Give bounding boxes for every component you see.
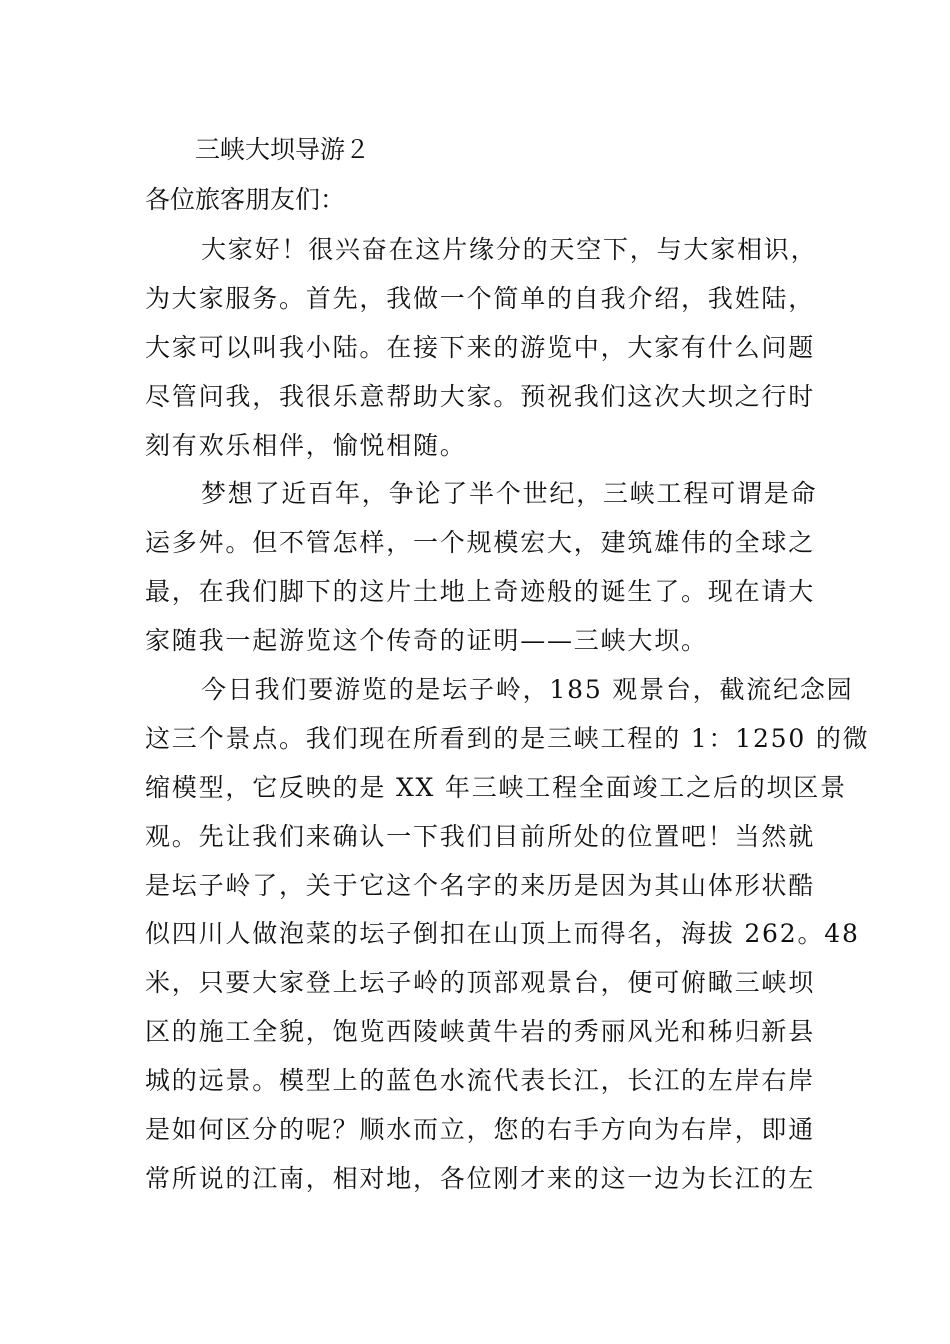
text-line: 最，在我们脚下的这片土地上奇迹般的诞生了。现在请大	[145, 577, 816, 607]
text-line: 家随我一起游览这个传奇的证明——三峡大坝。	[145, 626, 708, 656]
text-line: 这三个景点。我们现在所看到的是三峡工程的 1：1250 的微	[145, 723, 870, 753]
text-line: 区的施工全貌，饱览西陵峡黄牛岩的秀丽风光和秭归新县	[145, 1017, 816, 1047]
text-line: 常所说的江南，相对地，各位刚才来的这一边为长江的左	[145, 1163, 816, 1193]
text-line: 大家可以叫我小陆。在接下来的游览中，大家有什么问题	[145, 332, 816, 362]
text-line: 为大家服务。首先，我做一个简单的自我介绍，我姓陆，	[145, 283, 816, 313]
text-line: 是如何区分的呢？顺水而立，您的右手方向为右岸，即通	[145, 1115, 816, 1145]
text-line: 城的远景。模型上的蓝色水流代表长江，长江的左岸右岸	[145, 1066, 816, 1096]
text-line: 缩模型，它反映的是 XX 年三峡工程全面竣工之后的坝区景	[145, 772, 847, 802]
text-line: 大家好！很兴奋在这片缘分的天空下，与大家相识，	[201, 235, 818, 264]
document-title: 三峡大坝导游２	[195, 135, 371, 164]
text-line: 是坛子岭了，关于它这个名字的来历是因为其山体形状酷	[145, 870, 816, 900]
text-line: 尽管问我，我很乐意帮助大家。预祝我们这次大坝之行时	[145, 381, 816, 411]
document-body	[145, 230, 870, 1208]
paragraph-history	[145, 474, 818, 670]
paragraph-greeting	[145, 230, 818, 474]
text-line: 运多舛。但不管怎样，一个规模宏大，建筑雄伟的全球之	[145, 528, 816, 558]
salutation: 各位旅客朋友们：	[145, 185, 346, 214]
text-line: 刻有欢乐相伴，愉悦相随。	[145, 430, 467, 460]
text-line: 似四川人做泡菜的坛子倒扣在山顶上而得名，海拔 262。48	[145, 919, 860, 949]
text-line: 梦想了近百年，争论了半个世纪，三峡工程可谓是命	[201, 479, 818, 509]
text-line: 观。先让我们来确认一下我们目前所处的位置吧！当然就	[145, 821, 816, 851]
paragraph-tour	[145, 670, 870, 1208]
text-line: 米，只要大家登上坛子岭的顶部观景台，便可俯瞰三峡坝	[145, 968, 816, 998]
text-line: 今日我们要游览的是坛子岭，185 观景台，截流纪念园	[201, 675, 854, 705]
